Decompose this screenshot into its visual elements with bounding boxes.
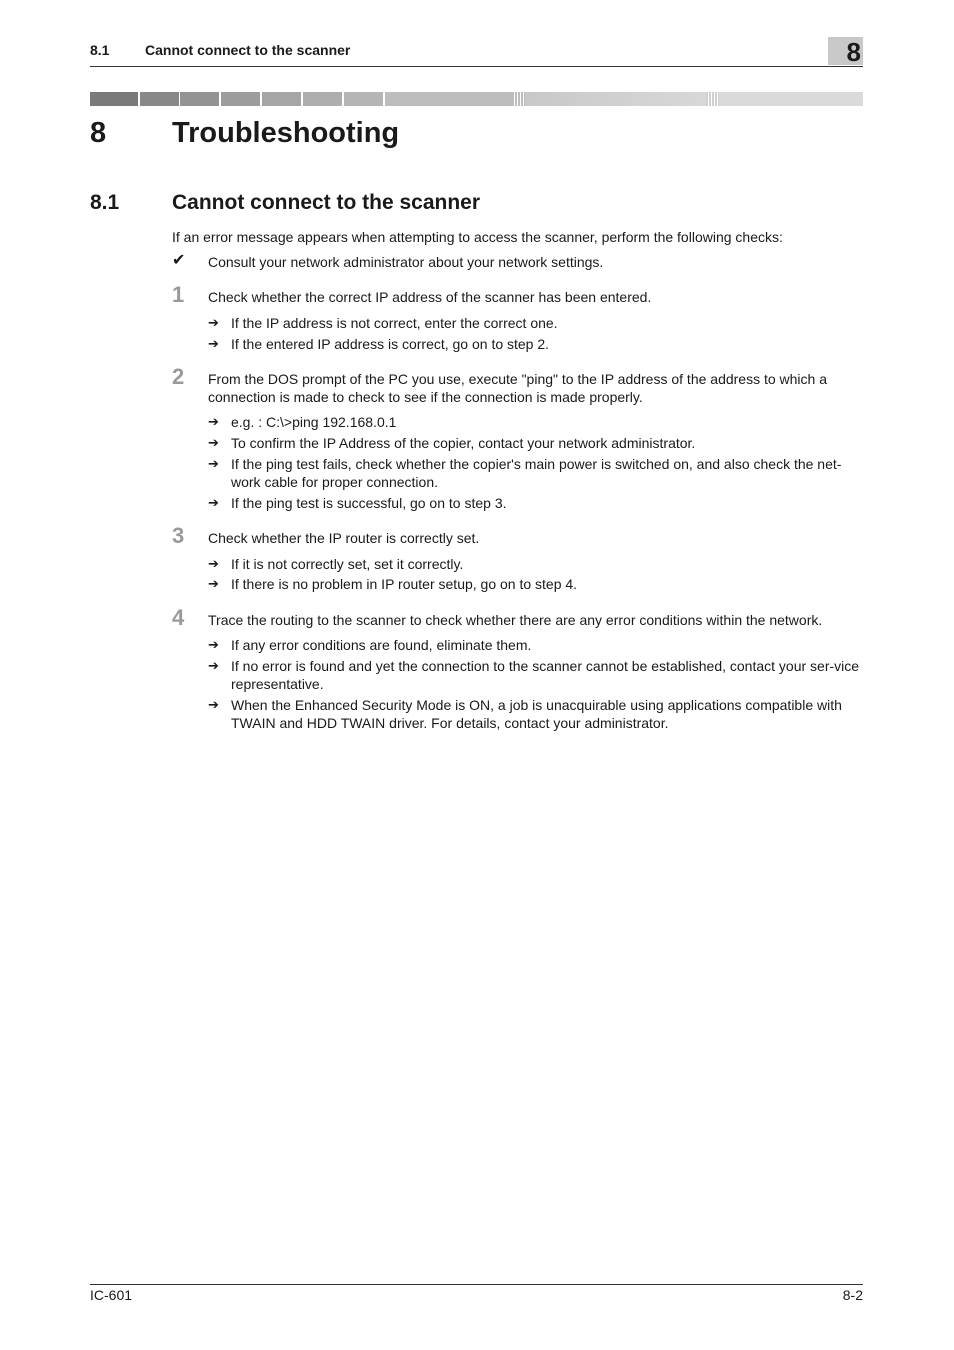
step-number: 3	[172, 523, 185, 548]
arrow-icon: ➔	[208, 576, 219, 591]
step-number: 2	[172, 364, 185, 389]
chapter-tab: 8	[828, 37, 863, 65]
arrow-icon: ➔	[208, 456, 219, 471]
section-title: Cannot connect to the scanner	[172, 191, 481, 214]
step-subitem: If the entered IP address is correct, go on to step 2.	[231, 336, 550, 352]
arrow-icon: ➔	[208, 495, 219, 510]
footer-model: IC-601	[90, 1287, 133, 1303]
step-subitem: If any error conditions are found, eliminate them.	[231, 637, 532, 653]
step-number: 4	[172, 605, 185, 630]
check-item-text: Consult your network administrator about your network settings.	[208, 254, 604, 270]
arrow-icon: ➔	[208, 556, 219, 571]
step-subitem: If no error is found and yet the connection to the scanner cannot be established, contact your ser-vice representative.	[231, 658, 860, 692]
arrow-icon: ➔	[208, 315, 219, 330]
step-subitem: If it is not correctly set, set it correctly.	[231, 556, 464, 572]
step-subitem: If there is no problem in IP router setup, go on to step 4.	[231, 576, 578, 592]
step-subitem: If the IP address is not correct, enter the correct one.	[231, 315, 558, 331]
step-number: 1	[172, 282, 185, 307]
step-subitem: When the Enhanced Security Mode is ON, a job is unacquirable using applications compatible with TWAIN and HDD TWAIN driver. For details, contact your administrator.	[231, 697, 842, 731]
step-text: Check whether the IP router is correctly set.	[208, 530, 480, 546]
check-mark-icon: ✔	[172, 252, 186, 269]
step-text: From the DOS prompt of the PC you use, execute "ping" to the IP address of the address to which a connection is made to check to see if the connection is made properly.	[208, 371, 828, 405]
footer-rule	[90, 1284, 863, 1285]
arrow-icon: ➔	[208, 435, 219, 450]
arrow-icon: ➔	[208, 658, 219, 673]
chapter-title: Troubleshooting	[172, 117, 400, 149]
running-header-section-title: Cannot connect to the scanner	[145, 42, 351, 58]
step-text: Trace the routing to the scanner to check whether there are any error conditions within the network.	[208, 612, 823, 628]
step-subitem: e.g. : C:\>ping 192.168.0.1	[231, 414, 397, 430]
arrow-icon: ➔	[208, 336, 219, 351]
chapter-number: 8	[90, 117, 107, 149]
footer-page-number: 8-2	[842, 1287, 863, 1303]
intro-paragraph: If an error message appears when attempting to access the scanner, perform the following checks:	[172, 229, 783, 245]
arrow-icon: ➔	[208, 637, 219, 652]
step-text: Check whether the correct IP address of the scanner has been entered.	[208, 289, 652, 305]
running-header-section-number: 8.1	[90, 42, 110, 58]
running-header	[90, 42, 863, 67]
section-number: 8.1	[90, 191, 120, 214]
arrow-icon: ➔	[208, 414, 219, 429]
step-subitem: If the ping test fails, check whether the copier's main power is switched on, and also check the net-work cable for proper connection.	[231, 456, 842, 490]
arrow-icon: ➔	[208, 697, 219, 712]
step-subitem: If the ping test is successful, go on to step 3.	[231, 495, 507, 511]
decorative-bar	[90, 92, 863, 106]
step-subitem: To confirm the IP Address of the copier, contact your network administrator.	[231, 435, 696, 451]
